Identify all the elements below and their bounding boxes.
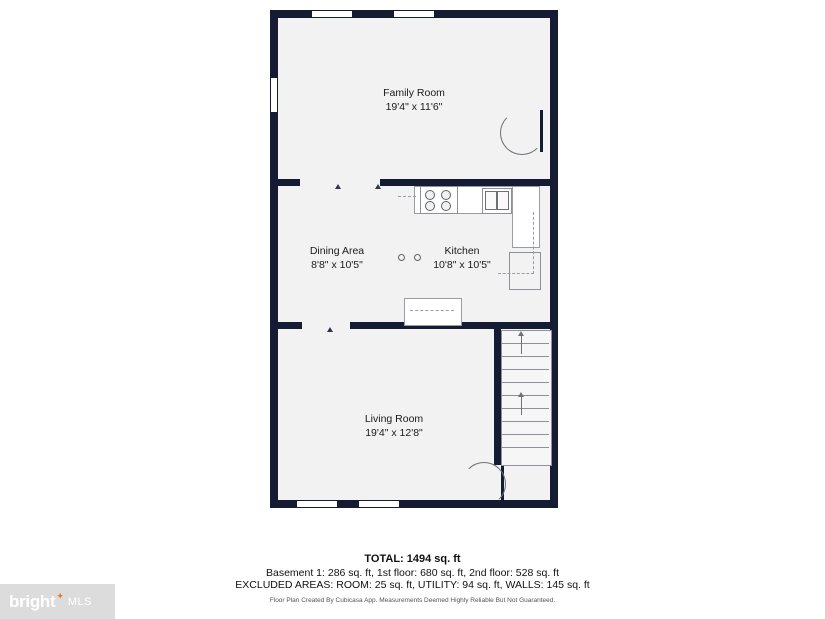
overhead-cabinet-dashed-horizontal bbox=[398, 196, 416, 197]
overhead-cabinet-dashed-bottom bbox=[498, 273, 534, 274]
stair-wall-lower bbox=[494, 391, 501, 465]
area-breakdown-caption: Basement 1: 286 sq. ft, 1st floor: 680 sq. ft, 2nd floor: 528 sq. ft bbox=[265, 567, 559, 579]
stair-direction-stem-upper bbox=[521, 336, 522, 354]
cooktop-burner-2 bbox=[441, 190, 451, 200]
interior-wall-family-kitchen-right bbox=[380, 179, 558, 186]
room-label-living-room bbox=[319, 412, 469, 440]
stair-step bbox=[502, 369, 549, 370]
pass-through-dashed bbox=[410, 310, 454, 311]
disclaimer-caption: Floor Plan Created By Cubicasa App. Measurements Deemed Highly Reliable But Not Guaranteed. bbox=[269, 597, 556, 604]
kitchen-counter-right bbox=[512, 186, 540, 248]
stair-step bbox=[502, 434, 549, 435]
door-swing-living-room bbox=[462, 462, 506, 506]
dining-pass-through-counter bbox=[404, 298, 462, 326]
cooktop-burner-3 bbox=[425, 201, 435, 211]
staircase bbox=[501, 330, 552, 466]
wall-marker-left bbox=[335, 184, 341, 189]
room-name: Dining Area bbox=[309, 245, 365, 257]
kitchen-sink-bowl-right bbox=[497, 191, 509, 210]
watermark-bright-mls bbox=[0, 584, 115, 619]
stair-step bbox=[502, 408, 549, 409]
room-dimensions: 8'8" x 10'5" bbox=[311, 259, 363, 271]
window-left-family bbox=[270, 77, 278, 113]
star-icon: ✦ bbox=[56, 591, 64, 601]
room-dimensions: 19'4" x 12'8" bbox=[365, 427, 423, 439]
room-name: Living Room bbox=[364, 413, 424, 425]
stair-step bbox=[502, 447, 549, 448]
door-swing-family-room bbox=[500, 111, 544, 155]
stair-step bbox=[502, 421, 549, 422]
room-dimensions: 19'4" x 11'6" bbox=[385, 101, 443, 113]
room-label-kitchen bbox=[387, 244, 537, 272]
kitchen-cooktop bbox=[420, 186, 458, 214]
kitchen-sink-bowl-left bbox=[485, 191, 497, 210]
stair-step bbox=[502, 395, 549, 396]
stair-step bbox=[502, 343, 549, 344]
excluded-areas-caption: EXCLUDED AREAS: ROOM: 25 sq. ft, UTILITY: 94 sq. ft, WALLS: 145 sq. ft bbox=[235, 579, 590, 591]
wall-marker-right bbox=[375, 184, 381, 189]
window-bottom-left bbox=[296, 500, 338, 508]
interior-wall-dining-living-left bbox=[270, 322, 302, 329]
room-name: Family Room bbox=[383, 87, 445, 99]
total-area-caption: TOTAL: 1494 sq. ft bbox=[364, 553, 461, 565]
wall-marker-living bbox=[327, 327, 333, 332]
cooktop-burner-1 bbox=[425, 190, 435, 200]
stair-step bbox=[502, 356, 549, 357]
window-top-left bbox=[311, 10, 353, 18]
stair-wall-vertical bbox=[494, 329, 501, 391]
cooktop-burner-4 bbox=[441, 201, 451, 211]
window-top-right bbox=[393, 10, 435, 18]
room-label-family-room bbox=[339, 86, 489, 114]
room-name: Kitchen bbox=[444, 245, 480, 257]
watermark-suffix: MLS bbox=[67, 595, 92, 608]
watermark-brand: bright bbox=[9, 591, 56, 611]
stair-direction-stem-lower bbox=[521, 397, 522, 415]
window-bottom-right bbox=[358, 500, 400, 508]
stair-step bbox=[502, 382, 549, 383]
interior-wall-family-dining-left bbox=[270, 179, 300, 186]
room-dimensions: 10'8" x 10'5" bbox=[433, 259, 491, 271]
